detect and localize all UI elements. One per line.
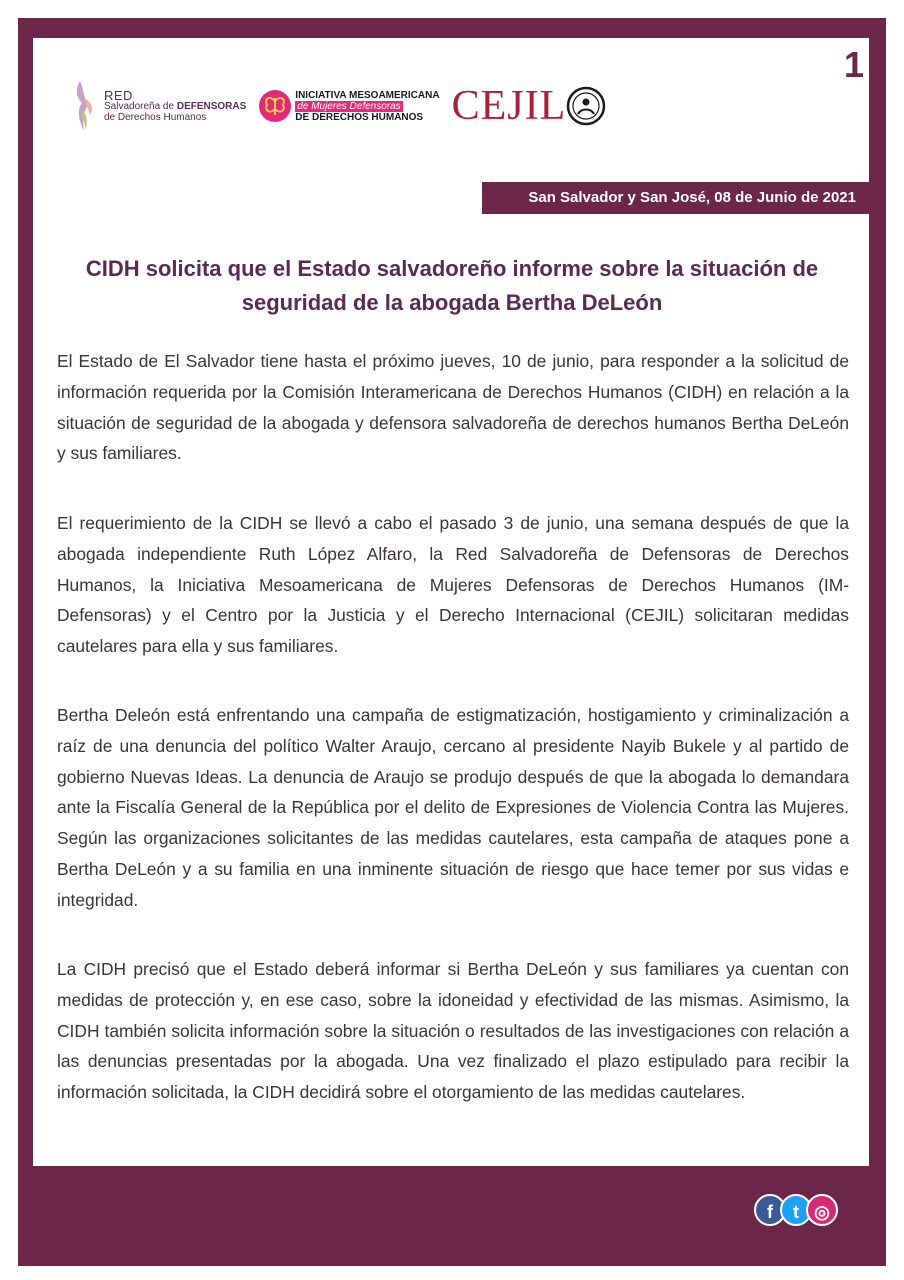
headline: CIDH solicita que el Estado salvadoreño informe sobre la situación de seguridad de la abogada Bertha DeLeón (85, 256, 819, 315)
cejil-logo-text: CEJIL (451, 83, 567, 129)
cejil-seal-icon (566, 86, 606, 126)
instagram-icon[interactable]: ◎ (806, 1194, 838, 1226)
date-banner: San Salvador y San José, 08 de Junio de 2021 (482, 182, 886, 214)
social-icons (760, 1194, 838, 1226)
red-figure-icon (72, 79, 98, 133)
red-logo-line2a: Salvadoreña de (104, 100, 177, 112)
twitter-icon[interactable]: t (780, 1194, 812, 1226)
im-logo-line1: INICIATIVA MESOAMERICANA (295, 89, 440, 101)
paragraph-2: El requerimiento de la CIDH se llevó a cabo el pasado 3 de junio, una semana después de que la abogada independiente Ruth López Alfaro, la Red Salvadoreña de Defensoras de Derechos Humanos, la Iniciativa Mesoamericana de Mujeres Defensoras de Derechos Humanos (IM-Defensoras) y el Centro por la Justicia y el Derecho Internacional (CEJIL) solicitaran medidas cautelares para ella y sus familiares. (57, 513, 849, 657)
red-logo-line2b: DEFENSORAS (176, 100, 247, 112)
cejil-logo (452, 85, 607, 127)
red-logo-line3: de Derechos Humanos (104, 111, 207, 123)
red-salvadorena-logo (72, 79, 246, 133)
im-butterfly-icon (258, 89, 292, 123)
im-logo-text (295, 90, 439, 123)
paragraph-3: Bertha Deleón está enfrentando una campaña de estigmatización, hostigamiento y criminalización a raíz de una denuncia del político Walter Araujo, cercano al presidente Nayib Bukele y al partido de gobierno Nuevas Ideas. La denuncia de Araujo se produjo después de que la abogada lo demandara ante la Fiscalía General de la República por el delito de Expresiones de Violencia Contra las Mujeres. Según las organizaciones solicitantes de las medidas cautelares, esta campaña de ataques pone a Bertha DeLeón y a su familia en una inminente situación de riesgo que hace temer por sus vidas e integridad. (57, 705, 849, 910)
facebook-icon[interactable]: f (754, 1194, 786, 1226)
logo-row (72, 78, 606, 134)
paragraph-1: El Estado de El Salvador tiene hasta el próximo jueves, 10 de junio, para responder a la solicitud de información requerida por la Comisión Interamericana de Derechos Humanos (CIDH) en relación a la situación de seguridad de la abogada y defensora salvadoreña de derechos humanos Bertha DeLeón y sus familiares. (57, 351, 849, 464)
im-logo-line3: DE DERECHOS HUMANOS (295, 111, 424, 123)
page-number: 1 (843, 44, 864, 85)
im-logo-line2: de Mujeres Defensoras (297, 100, 401, 112)
red-logo-text (104, 87, 247, 123)
im-defensoras-logo (258, 89, 439, 123)
paragraph-4: La CIDH precisó que el Estado deberá informar si Bertha DeLeón y sus familiares ya cuentan con medidas de protección y, en ese caso, sobre la idoneidad y efectividad de las mismas. Asimismo, la CIDH también solicita información sobre la situación o resultados de las investigaciones con relación a las denuncias presentadas por la abogada. Una vez finalizado el plazo estipulado para recibir la información solicitada, la CIDH decidirá sobre el otorgamiento de las medidas cautelares. (57, 959, 849, 1103)
red-logo-line1: RED (104, 87, 133, 103)
